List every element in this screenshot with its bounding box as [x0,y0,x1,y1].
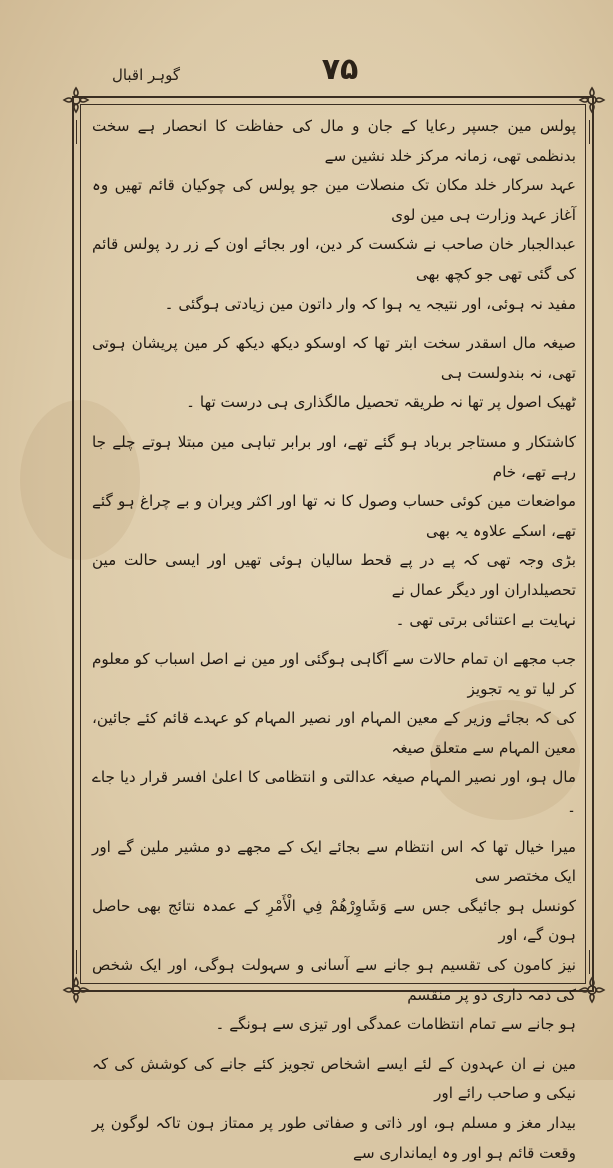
text-line: مفید نہ ہوئی، اور نتیجہ یہ ہوا کہ وار داتون مین زیادتی ہوگئی ۔ [164,294,576,313]
text-line: پولس مین جسپر رعایا کے جان و مال کی حفاظت کا انحصار ہے سخت بدنظمی تھی، زمانہ مرکز خلد نشین سے [92,117,576,165]
frame-tick [589,120,590,144]
text-line: کی کہ بجائے وزیر کے معین المہام اور نصیر المہام کو عہدے قائم کئے جائین، معین المہام سے متعلق صیغہ [92,709,576,757]
running-title: گوہر اقبال [111,66,180,84]
floral-corner-icon [578,976,606,1004]
frame-tick [76,120,77,144]
text-line: بیدار مغز و مسلم ہو، اور ذاتی و صفاتی طور پر ممتاز ہون تاکہ لوگون پر وقعت قائم ہو اور وہ ایمانداری سے [92,1114,576,1162]
paragraph [92,833,576,1040]
text-line: نیز کامون کی تقسیم ہو جانے سے آسانی و سہولت ہوگی، اور ایک شخص کی ذمہ داری دو پر منقسم [92,956,576,1004]
text-line: ہو جانے سے تمام انتظامات عمدگی اور تیزی سے ہونگے ۔ [215,1015,576,1034]
paragraph [92,1050,576,1168]
floral-corner-icon [62,86,90,114]
text-line: کونسل ہو جائیگی جس سے وَشَاوِرْهُمْ فِي الْأَمْرِ کے عمدہ نتائج بھی حاصل ہون گے، اور [92,896,576,945]
text-line: ٹھیک اصول پر تھا نہ طریقہ تحصیل مالگذاری ہی درست تھا ۔ [186,393,576,412]
text-line: مین نے ان عہدون کے لئے ایسے اشخاص تجویز کئے جانے کی کوشش کی کہ نیکی و صاحب رائے اور [92,1054,576,1103]
frame-tick [76,950,77,974]
page-number: ۷۵ [321,52,359,87]
paragraph [92,645,576,823]
paragraph [92,428,576,635]
text-line: کاشتکار و مستاجر برباد ہو گئے تھے، اور برابر تباہی مین مبتلا ہوتے چلے جا رہے تھے، خام [92,432,576,481]
text-line: میرا خیال تھا کہ اس انتظام سے بجائے ایک کے مجھے دو مشیر ملین گے اور ایک مختصر سی [92,837,576,886]
paragraph [92,112,576,319]
text-line: بڑی وجہ تھی کہ پے در پے قحط سالیان ہوئی تھیں اور ایسی حالت مین تحصیلداران اور دیگر عمال نے [92,551,576,599]
text-line: عبدالجبار خان صاحب نے شکست کر دین، اور بجائے اون کے زر رد پولس قائم کی گئی تھی جو کچھ بھی [92,235,576,283]
text-line: مال ہو، اور نصیر المہام صیغہ عدالتی و انتظامی کا اعلیٰ افسر قرار دیا جاے ۔ [92,768,576,817]
text-line: جب مجھے ان تمام حالات سے آگاہی ہوگئی اور مین نے اصل اسباب کو معلوم کر لیا تو یہ تجویز [92,650,576,698]
floral-corner-icon [62,976,90,1004]
floral-corner-icon [578,86,606,114]
text-line: عہد سرکار خلد مکان تک منصلات مین جو پولس کی چوکیان قائم تھیں وہ آغاز عہد وزارت ہی مین لوی [92,176,576,224]
frame-tick [589,950,590,974]
text-line: مواضعات مین کوئی حساب وصول کا نہ تھا اور اکثر ویران و بے چراغ ہو گئے تھے، اسکے علاوہ یہ بھی [92,492,576,540]
body-text [92,112,576,1162]
paragraph [92,329,576,418]
text-line: صیغہ مال اسقدر سخت ابتر تھا کہ اوسکو دیکھ دیکھ کر مین پریشان ہوتی تھی، نہ بندولست ہی [92,334,576,382]
text-line: نہایت بے اعتنائی برتی تھی ۔ [395,610,576,629]
